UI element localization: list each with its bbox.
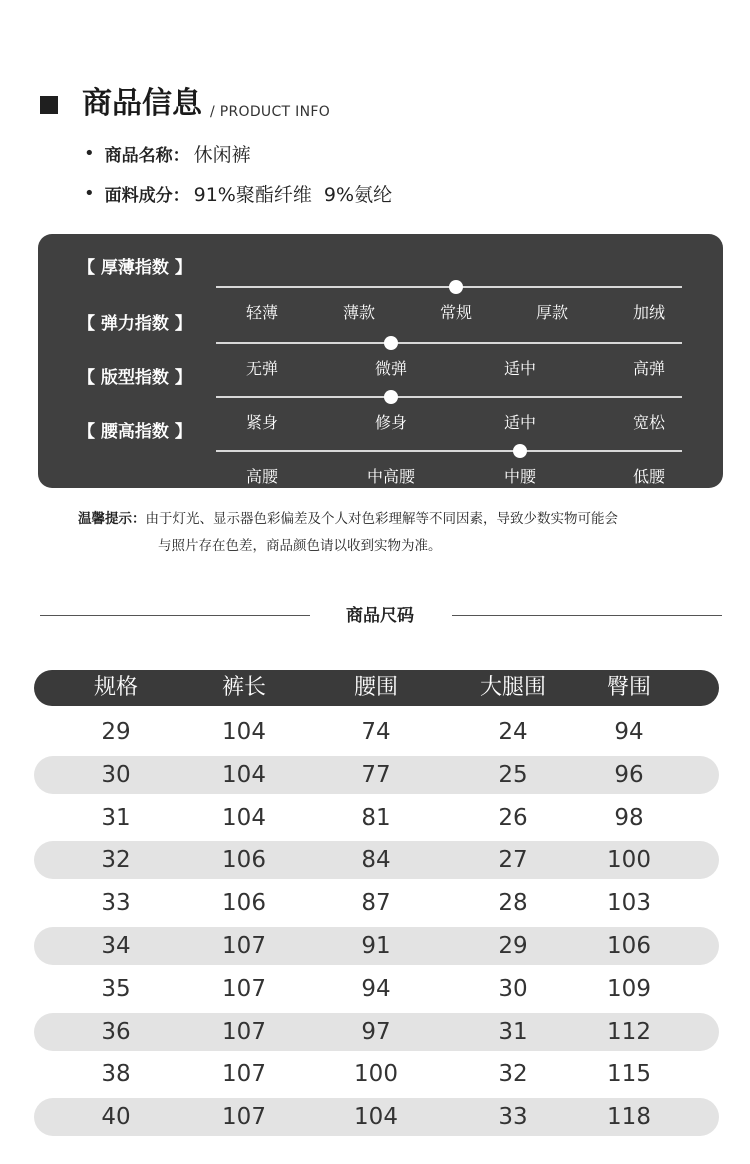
table-cell: 35 xyxy=(101,975,131,1002)
table-cell: 30 xyxy=(498,975,528,1002)
index-marker-dot xyxy=(513,444,527,458)
table-cell: 100 xyxy=(607,847,651,874)
table-header-cell: 规格 xyxy=(93,675,139,700)
table-cell: 106 xyxy=(222,890,266,917)
table-row xyxy=(34,1013,719,1051)
index-row xyxy=(38,420,723,486)
table-cell: 107 xyxy=(222,1018,266,1045)
table-cell: 104 xyxy=(222,804,266,831)
index-label: 【 腰高指数 】 xyxy=(78,422,192,442)
index-label: 【 弹力指数 】 xyxy=(78,314,192,334)
size-section-header xyxy=(0,604,750,628)
divider-right xyxy=(452,615,722,616)
table-header-cell: 臀围 xyxy=(606,675,652,700)
table-header-cell: 腰围 xyxy=(353,675,399,700)
table-cell: 106 xyxy=(607,933,651,959)
table-cell: 112 xyxy=(607,1018,651,1045)
index-option: 中腰 xyxy=(503,467,537,486)
index-scale-line xyxy=(216,396,682,398)
index-marker-dot xyxy=(384,336,398,350)
index-option: 适中 xyxy=(503,413,537,432)
index-option: 薄款 xyxy=(342,303,376,322)
table-row xyxy=(34,884,719,922)
table-row xyxy=(34,756,719,794)
size-section-title: 商品尺码 xyxy=(346,606,414,626)
index-row xyxy=(38,256,723,322)
table-row xyxy=(34,799,719,837)
index-option: 常规 xyxy=(439,303,473,322)
table-cell: 81 xyxy=(361,804,391,831)
table-cell: 31 xyxy=(498,1018,528,1045)
table-cell: 38 xyxy=(101,1061,131,1088)
table-cell: 40 xyxy=(101,1104,131,1131)
table-cell: 87 xyxy=(361,890,391,917)
index-option: 无弹 xyxy=(245,359,279,378)
fabric-value: 91%聚酯纤维 9%氨纶 xyxy=(193,184,393,206)
index-option: 适中 xyxy=(503,359,537,378)
table-cell: 29 xyxy=(101,719,131,745)
table-cell: 27 xyxy=(498,847,528,874)
table-cell: 103 xyxy=(607,890,651,917)
table-cell: 96 xyxy=(614,761,644,788)
table-cell: 34 xyxy=(101,933,131,959)
product-name-line xyxy=(84,140,251,167)
index-panel xyxy=(38,234,723,488)
table-cell: 36 xyxy=(101,1018,131,1045)
fabric-label: 面料成分： xyxy=(104,186,190,206)
table-cell: 107 xyxy=(222,1061,266,1088)
product-name-value: 休闲裤 xyxy=(193,144,251,166)
table-cell: 25 xyxy=(498,761,528,788)
index-option: 厚款 xyxy=(535,303,569,322)
index-option: 微弹 xyxy=(374,359,408,378)
index-option: 中高腰 xyxy=(366,467,416,486)
table-cell: 107 xyxy=(222,933,266,959)
table-cell: 118 xyxy=(607,1104,651,1131)
table-cell: 28 xyxy=(498,890,528,917)
table-cell: 32 xyxy=(101,847,131,874)
notice-line-1: 由于灯光、显示器色彩偏差及个人对色彩理解等不同因素，导致少数实物可能会 xyxy=(145,511,618,527)
table-cell: 26 xyxy=(498,804,528,831)
page-subtitle: / PRODUCT INFO xyxy=(210,104,331,120)
table-cell: 109 xyxy=(607,975,651,1002)
table-cell: 74 xyxy=(361,719,391,745)
table-cell: 94 xyxy=(614,719,644,745)
notice-line-2: 与照片存在色差，商品颜色请以收到实物为准。 xyxy=(158,538,442,554)
table-row xyxy=(34,1098,719,1136)
table-cell: 29 xyxy=(498,933,528,959)
index-scale-line xyxy=(216,450,682,452)
fabric-line xyxy=(84,180,392,207)
table-cell: 98 xyxy=(614,804,644,831)
table-header-cell: 裤长 xyxy=(221,675,267,700)
index-option: 紧身 xyxy=(245,413,279,432)
table-cell: 30 xyxy=(101,761,131,788)
table-cell: 24 xyxy=(498,719,528,745)
table-row xyxy=(34,970,719,1008)
size-table-header xyxy=(34,670,719,706)
index-option: 低腰 xyxy=(632,467,666,486)
table-cell: 33 xyxy=(101,890,131,917)
index-label: 【 厚薄指数 】 xyxy=(78,258,192,278)
table-row xyxy=(34,927,719,965)
table-cell: 104 xyxy=(222,719,266,745)
table-cell: 100 xyxy=(354,1061,398,1088)
table-cell: 104 xyxy=(222,761,266,788)
index-marker-dot xyxy=(384,390,398,404)
index-option: 宽松 xyxy=(632,413,666,432)
table-row xyxy=(34,841,719,879)
table-cell: 107 xyxy=(222,1104,266,1131)
table-cell: 115 xyxy=(607,1061,651,1088)
table-cell: 97 xyxy=(361,1018,391,1045)
index-option: 高腰 xyxy=(245,467,279,486)
bullet-dot-icon: • xyxy=(84,183,95,204)
table-cell: 107 xyxy=(222,975,266,1002)
index-option: 修身 xyxy=(374,413,408,432)
notice xyxy=(78,506,718,560)
table-cell: 91 xyxy=(361,933,391,959)
table-row xyxy=(34,713,719,751)
bullet-dot-icon: • xyxy=(84,143,95,164)
table-row xyxy=(34,1055,719,1093)
index-option: 轻薄 xyxy=(245,303,279,322)
notice-label: 温馨提示： xyxy=(78,511,146,527)
table-cell: 33 xyxy=(498,1104,528,1131)
index-option: 高弹 xyxy=(632,359,666,378)
index-option: 加绒 xyxy=(632,303,666,322)
table-cell: 32 xyxy=(498,1061,528,1088)
index-marker-dot xyxy=(449,280,463,294)
square-bullet-icon xyxy=(40,96,58,114)
table-cell: 84 xyxy=(361,847,391,874)
table-cell: 77 xyxy=(361,761,391,788)
index-label: 【 版型指数 】 xyxy=(78,368,192,388)
table-cell: 94 xyxy=(361,975,391,1002)
table-header-cell: 大腿围 xyxy=(479,675,547,700)
table-cell: 31 xyxy=(101,804,131,831)
index-scale-line xyxy=(216,342,682,344)
page-title: 商品信息 xyxy=(82,86,202,121)
table-cell: 104 xyxy=(354,1104,398,1131)
table-cell: 106 xyxy=(222,847,266,874)
product-name-label: 商品名称： xyxy=(104,146,190,166)
